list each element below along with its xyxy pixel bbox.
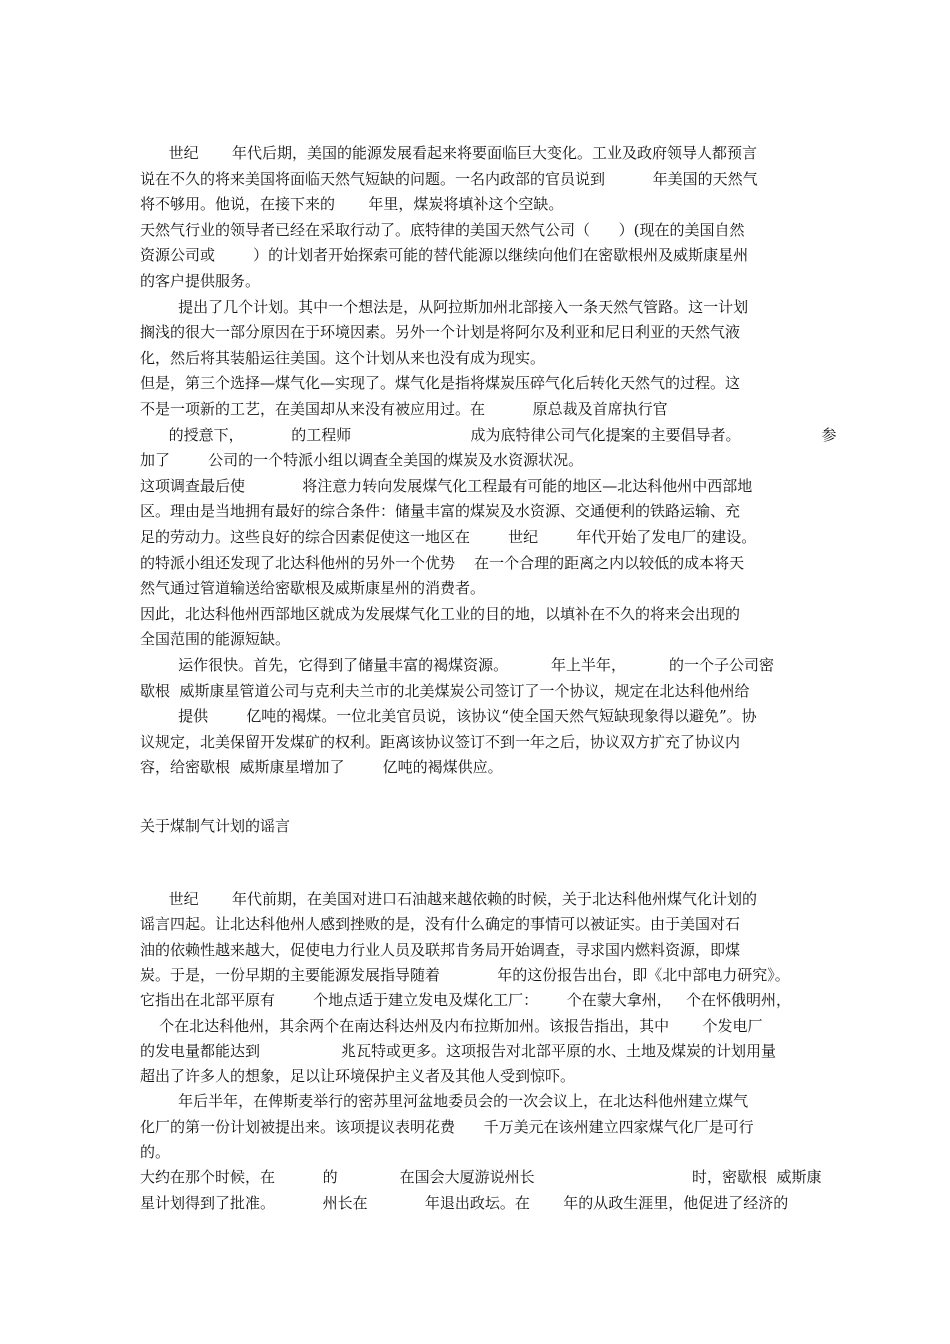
text-line: 的发电量都能达到 兆瓦特或更多。这项报告对北部平原的水、土地及煤炭的计划用量 xyxy=(140,1041,777,1060)
text-line: 的客户提供服务。 xyxy=(140,272,261,290)
text-line: 天然气行业的领导者已经在采取行动了。底特律的美国天然气公司（ ）(现在的美国自然 xyxy=(140,220,745,239)
text-line: 年后半年，在俾斯麦举行的密苏里河盆地委员会的一次会议上，在北达科他州建立煤气 xyxy=(140,1092,749,1111)
text-line: 提供 亿吨的褐煤。一位北美官员说，该协议“使全国天然气短缺现象得以避免”。协 xyxy=(140,707,757,726)
text-line: 全国范围的能源短缺。 xyxy=(140,630,291,649)
text-line: 化，然后将其装船运往美国。这个计划从来也没有成为现实。 xyxy=(140,348,546,367)
text-line: 区。理由是当地拥有最好的综合条件：储量丰富的煤炭及水资源、交通便利的铁路运输、充 xyxy=(140,502,741,521)
text-line: 的特派小组还发现了北达科他州的另外一个优势 在一个合理的距离之内以较低的成本将天 xyxy=(140,553,745,572)
text-line: 它指出在北部平原有 个地点适于建立发电及煤化工厂： 个在蒙大拿州， 个在怀俄明州， xyxy=(140,991,792,1010)
text-line: 因此，北达科他州西部地区就成为发展煤气化工业的目的地，以填补在不久的将来会出现的 xyxy=(140,604,741,623)
text-line: 搁浅的很大一部分原因在于环境因素。另外一个计划是将阿尔及利亚和尼日利亚的天然气液 xyxy=(140,323,741,342)
text-line: 的。 xyxy=(140,1143,171,1161)
text-line: 加了 公司的一个特派小组以调查全美国的煤炭及水资源状况。 xyxy=(140,451,584,470)
text-line: 的授意下， 的工程师 成为底特律公司气化提案的主要倡导者。 参 xyxy=(140,425,837,444)
text-line: 大约在那个时候，在 的 在国会大厦游说州长 时，密歇根 威斯康 xyxy=(140,1168,822,1187)
text-line: 将不够用。他说，在接下来的 年里，煤炭将填补这个空缺。 xyxy=(140,195,564,214)
text-line: 化厂的第一份计划被提出来。该项提议表明花费 千万美元在该州建立四家煤气化厂是可行 xyxy=(140,1117,754,1136)
text-line: 超出了许多人的想象，足以让环境保护主义者及其他人受到惊吓。 xyxy=(140,1067,576,1086)
text-line: 歇根 威斯康星管道公司与克利夫兰市的北美煤炭公司签订了一个协议，规定在北达科他州给 xyxy=(140,681,750,700)
text-line: 说在不久的将来美国将面临天然气短缺的问题。一名内政部的官员说到 年美国的天然气 xyxy=(140,169,758,188)
text-line: 足的劳动力。这些良好的综合因素促使这一地区在 世纪 年代开始了发电厂的建设。 xyxy=(140,528,757,546)
text-line: 星计划得到了批准。 州长在 年退出政坛。在 年的从政生涯里，他促进了经济的 xyxy=(140,1193,789,1212)
text-line: 个在北达科他州，其余两个在南达科达州及内布拉斯加州。该报告指出，其中 个发电厂 xyxy=(140,1016,763,1035)
text-line: 油的依赖性越来越大，促使电力行业人员及联邦肯务局开始调查，寻求国内燃料资源，即煤 xyxy=(140,940,741,959)
text-line: 世纪 年代后期，美国的能源发展看起来将要面临巨大变化。工业及政府领导人都预言 xyxy=(140,144,757,162)
text-line: 议规定，北美保留开发煤矿的权利。距离该协议签订不到一年之后，协议双方扩充了协议内 xyxy=(140,732,741,751)
text-line: 运作很快。首先，它得到了储量丰富的褐煤资源。 年上半年， 的一个子公司密 xyxy=(140,656,774,674)
text-line: 世纪 年代前期，在美国对进口石油越来越依赖的时候，关于北达科他州煤气化计划的 xyxy=(140,890,757,908)
section-heading: 关于煤制气计划的谣言 xyxy=(140,817,291,835)
text-line: 炭。于是，一份早期的主要能源发展指导随着 年的这份报告出台，即《北中部电力研究》。 xyxy=(140,965,790,984)
text-line: 资源公司或 ）的计划者开始探索可能的替代能源以继续向他们在密歇根州及威斯康星州 xyxy=(140,246,749,265)
text-line: 然气通过管道输送给密歇根及威斯康星州的消费者。 xyxy=(140,579,486,598)
text-line: 谣言四起。让北达科他州人感到挫败的是，没有什么确定的事情可以被证实。由于美国对石 xyxy=(140,915,741,934)
text-line: 容，给密歇根 威斯康星增加了 亿吨的褐煤供应。 xyxy=(140,758,503,777)
text-line: 但是，第三个选择—煤气化—实现了。煤气化是指将煤炭压碎气化后转化天然气的过程。这 xyxy=(140,374,741,393)
text-line: 不是一项新的工艺，在美国却从来没有被应用过。在 原总裁及首席执行官 xyxy=(140,400,668,418)
text-line: 这项调查最后使 将注意力转向发展煤气化工程最有可能的地区—北达科他州中西部地 xyxy=(140,476,753,495)
text-line: 提出了几个计划。其中一个想法是，从阿拉斯加州北部接入一条天然气管路。这一计划 xyxy=(140,297,749,316)
